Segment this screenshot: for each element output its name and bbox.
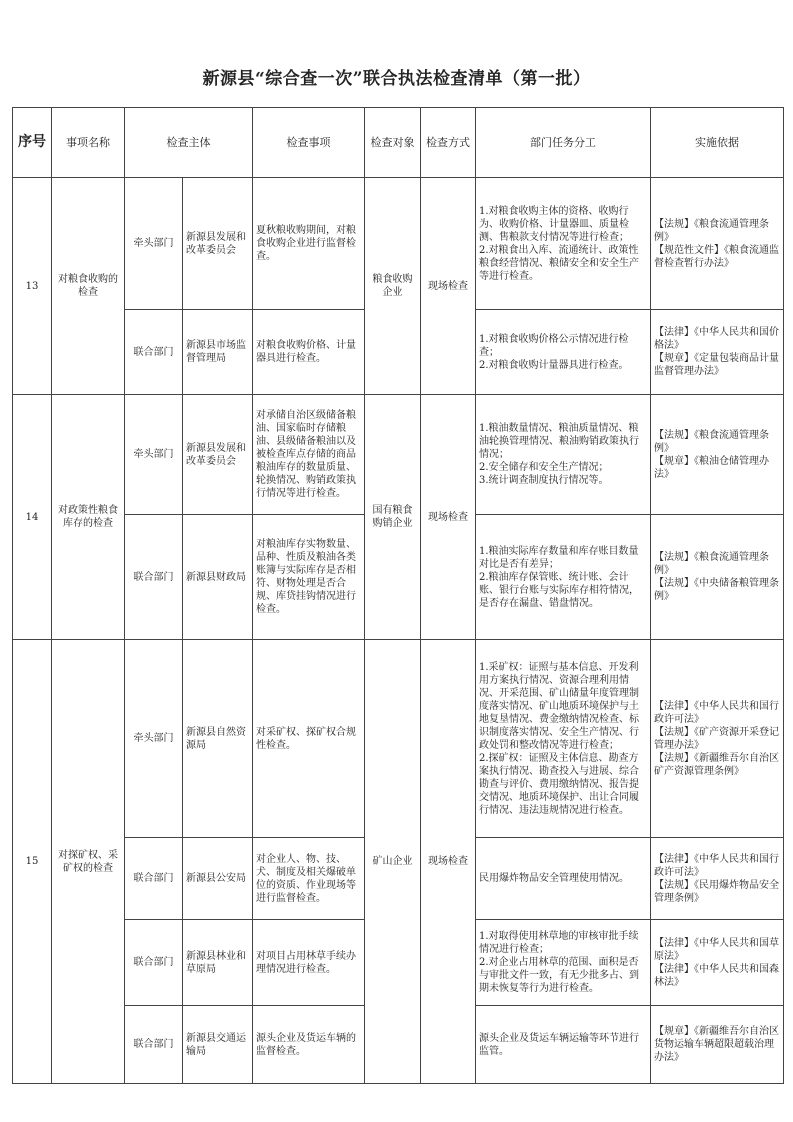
method-cell: 现场检查 (421, 395, 476, 640)
matter-cell: 源头企业及货运车辆的监督检查。 (253, 1006, 365, 1084)
seq-cell: 13 (13, 178, 52, 395)
basis-cell: 【法规】《粮食流通管理条例》 【规范性文件】《粮食流通监督检查暂行办法》 (651, 178, 784, 310)
dept-cell: 新源县发展和改革委员会 (183, 395, 253, 515)
basis-cell: 【法律】《中华人民共和国行政许可法》 【法规】《矿产资源开采登记管理办法》 【法规】《新疆维吾尔自治区矿产资源管理条例》 (651, 640, 784, 838)
header-subject: 检查主体 (125, 108, 253, 178)
tasks-cell: 1.对取得使用林草地的审核审批手续情况进行检查； 2.对企业占用林草的范围、面积是否与审批文件一致，有无少批多占、到期未恢复等行为进行检查。 (476, 920, 651, 1006)
table-row (13, 178, 784, 310)
basis-cell: 【法律】《中华人民共和国草原法》 【法律】《中华人民共和国森林法》 (651, 920, 784, 1006)
basis-cell: 【法律】《中华人民共和国价格法》 【规章】《定量包装商品计量监督管理办法》 (651, 310, 784, 395)
header-item: 事项名称 (52, 108, 125, 178)
item-cell: 对政策性粮食库存的检查 (52, 395, 125, 640)
inspection-table (12, 107, 784, 1084)
role-cell: 联合部门 (125, 920, 183, 1006)
basis-cell: 【法律】《中华人民共和国行政许可法》 【法规】《民用爆炸物品安全管理条例》 (651, 838, 784, 920)
dept-cell: 新源县发展和改革委员会 (183, 178, 253, 310)
role-cell: 联合部门 (125, 1006, 183, 1084)
tasks-cell: 1.粮油数量情况、粮油质量情况、粮油轮换管理情况、粮油购销政策执行情况； 2.安全储存和安全生产情况； 3.统计调查制度执行情况等。 (476, 395, 651, 515)
matter-cell: 对企业人、物、技、犬、制度及相关爆破单位的资质、作业现场等进行监督检查。 (253, 838, 365, 920)
header-tasks: 部门任务分工 (476, 108, 651, 178)
role-cell: 牵头部门 (125, 178, 183, 310)
tasks-cell: 源头企业及货运车辆运输等环节进行监管。 (476, 1006, 651, 1084)
tasks-cell: 1.对粮食收购主体的资格、收购行为、收购价格、计量器皿、质量检测、售粮款支付情况等进行检查； 2.对粮食出入库、流通统计、政策性粮食经营情况、粮储安全和安全生产等进行检查。 (476, 178, 651, 310)
object-cell: 粮食收购企业 (365, 178, 421, 395)
dept-cell: 新源县交通运输局 (183, 1006, 253, 1084)
role-cell: 牵头部门 (125, 395, 183, 515)
role-cell: 联合部门 (125, 310, 183, 395)
matter-cell: 对粮油库存实物数量、品种、性质及粮油各类账簿与实际库存是否相符、财物处理是否合规、库贷挂钩情况进行检查。 (253, 515, 365, 640)
basis-cell: 【法规】《粮食流通管理条例》 【规章】《粮油仓储管理办法》 (651, 395, 784, 515)
dept-cell: 新源县财政局 (183, 515, 253, 640)
dept-cell: 新源县自然资源局 (183, 640, 253, 838)
header-basis: 实施依据 (651, 108, 784, 178)
tasks-cell: 1.粮油实际库存数量和库存账目数量对比是否有差异； 2.粮油库存保管账、统计账、会计账、银行台账与实际库存相符情况，是否存在漏盘、错盘情况。 (476, 515, 651, 640)
object-cell: 矿山企业 (365, 640, 421, 1084)
matter-cell: 对粮食收购价格、计量器具进行检查。 (253, 310, 365, 395)
header-object: 检查对象 (365, 108, 421, 178)
seq-cell: 15 (13, 640, 52, 1084)
basis-cell: 【规章】《新疆维吾尔自治区货物运输车辆超限超载治理办法》 (651, 1006, 784, 1084)
matter-cell: 对承储自治区级储备粮油、国家临时存储粮油、县级储备粮油以及被检查库点存储的商品粮油库存的数量质量、轮换情况、购销政策执行情况等进行检查。 (253, 395, 365, 515)
role-cell: 联合部门 (125, 838, 183, 920)
item-cell: 对粮食收购的检查 (52, 178, 125, 395)
role-cell: 联合部门 (125, 515, 183, 640)
header-matter: 检查事项 (253, 108, 365, 178)
item-cell: 对探矿权、采矿权的检查 (52, 640, 125, 1084)
object-cell: 国有粮食购销企业 (365, 395, 421, 640)
tasks-cell: 1.对粮食收购价格公示情况进行检查； 2.对粮食收购计量器具进行检查。 (476, 310, 651, 395)
table-row (13, 395, 784, 515)
tasks-cell: 民用爆炸物品安全管理使用情况。 (476, 838, 651, 920)
role-cell: 牵头部门 (125, 640, 183, 838)
tasks-cell: 1.采矿权：证照与基本信息、开发利用方案执行情况、资源合理利用情况、开采范围、矿山储量年度管理制度落实情况、矿山地质环境保护与土地复垦情况、费金缴纳情况检查、标识制度落实情况、安全生产情况、行政处罚和整改情况等进行检查； 2.探矿权：证照及主体信息、勘查方案执行情况、勘查投入与进展、综合勘查与评价、费用缴纳情况、报告提交情况、地质环境保护、出让合同履行情况、违法违规情况进行检查。 (476, 640, 651, 838)
header-method: 检查方式 (421, 108, 476, 178)
table-row (13, 640, 784, 838)
method-cell: 现场检查 (421, 178, 476, 395)
seq-cell: 14 (13, 395, 52, 640)
dept-cell: 新源县林业和草原局 (183, 920, 253, 1006)
dept-cell: 新源县公安局 (183, 838, 253, 920)
document-title: 新源县“综合查一次”联合执法检查清单（第一批） (202, 69, 591, 89)
header-seq: 序号 (13, 108, 52, 178)
matter-cell: 夏秋粮收购期间，对粮食收购企业进行监督检查。 (253, 178, 365, 310)
matter-cell: 对项目占用林草手续办理情况进行检查。 (253, 920, 365, 1006)
matter-cell: 对采矿权、探矿权合规性检查。 (253, 640, 365, 838)
header-row (13, 108, 784, 178)
basis-cell: 【法规】《粮食流通管理条例》 【法规】《中央储备粮管理条例》 (651, 515, 784, 640)
dept-cell: 新源县市场监督管理局 (183, 310, 253, 395)
method-cell: 现场检查 (421, 640, 476, 1084)
